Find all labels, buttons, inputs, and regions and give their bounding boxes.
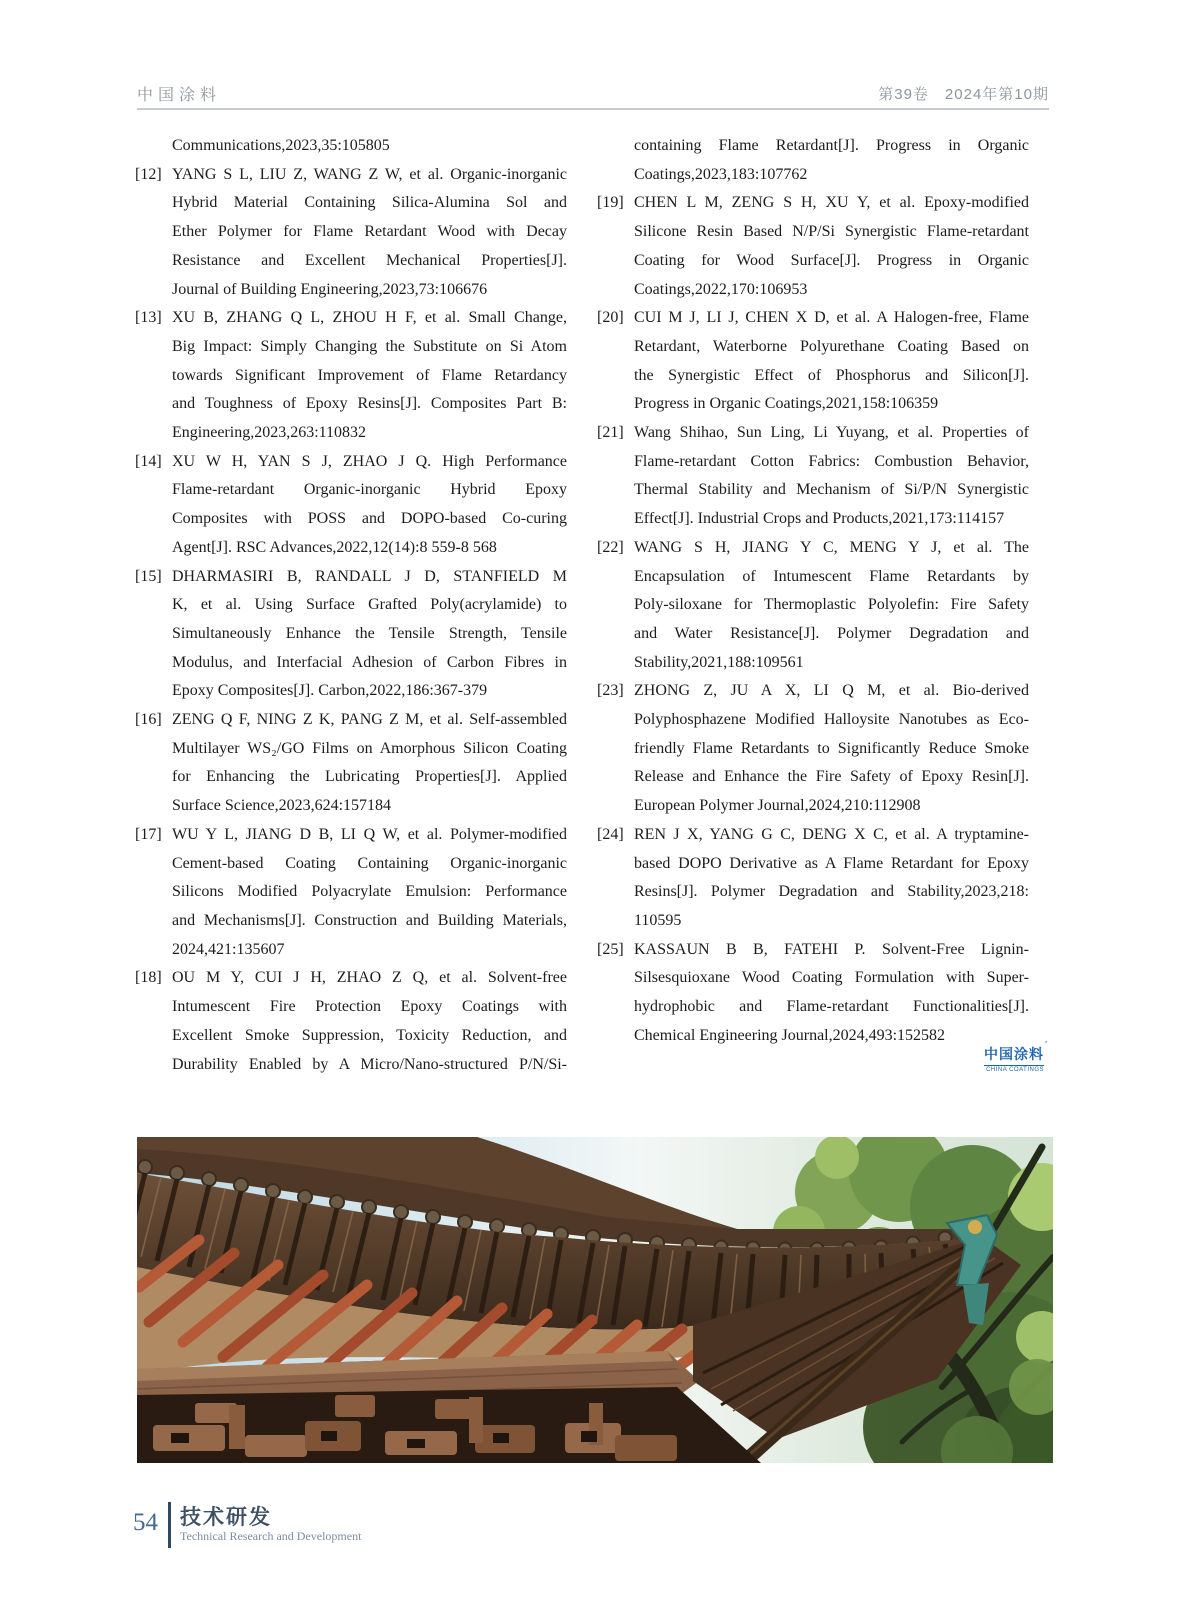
journal-name: 中国涂料 xyxy=(137,87,222,104)
reference-line: CUI M J, LI J, CHEN X D, et al. A Halogen-free, Flame xyxy=(634,309,1029,327)
reference-item xyxy=(135,132,567,161)
reference-line: Intumescent Fire Protection Epoxy Coatings with xyxy=(172,998,567,1016)
reference-line: Engineering,2023,263:110832 xyxy=(172,424,367,442)
reference-line: ZHONG Z, JU A X, LI Q M, et al. Bio-derived xyxy=(634,682,1029,700)
reference-line: Durability Enabled by A Micro/Nano-structured P/N/Si- xyxy=(172,1055,567,1073)
reference-line: Flame-retardant Organic-inorganic Hybrid Epoxy xyxy=(172,481,567,499)
reference-line: Polyphosphazene Modified Halloysite Nanotubes as Eco- xyxy=(634,711,1029,729)
reference-label: [14] xyxy=(135,452,162,470)
reference-label: [20] xyxy=(597,309,624,327)
reference-line: Flame-retardant Cotton Fabrics: Combustion Behavior, xyxy=(634,452,1029,470)
reference-label: [23] xyxy=(597,682,624,700)
reference-item xyxy=(597,189,1029,304)
reference-line: OU M Y, CUI J H, ZHAO Z Q, et al. Solvent-free xyxy=(172,969,567,987)
reference-line: CHEN L M, ZENG S H, XU Y, et al. Epoxy-modified xyxy=(634,194,1029,212)
reference-line: Thermal Stability and Mechanism of Si/P/N Synergistic xyxy=(634,481,1029,499)
reference-line: ZENG Q F, NING Z K, PANG Z M, et al. Self-assembled xyxy=(172,711,567,729)
references-left-column xyxy=(135,132,567,1079)
reference-label: [13] xyxy=(135,309,162,327)
reference-line: Epoxy Composites[J]. Carbon,2022,186:367-379 xyxy=(172,682,488,700)
reference-item xyxy=(597,304,1029,419)
reference-line: WU Y L, JIANG D B, LI Q W, et al. Polymer-modified xyxy=(172,825,567,843)
reference-line: XU B, ZHANG Q L, ZHOU H F, et al. Small Change, xyxy=(172,309,567,327)
footer-section-title: 技术研发 xyxy=(180,1506,272,1529)
reference-label: [18] xyxy=(135,969,162,987)
footer-divider xyxy=(168,1502,171,1548)
reference-label: [21] xyxy=(597,424,624,442)
reference-line: Agent[J]. RSC Advances,2022,12(14):8 559-8 568 xyxy=(172,538,497,556)
reference-item xyxy=(135,304,567,448)
brand-logo-en: CHINA COATINGS xyxy=(986,1067,1044,1073)
reference-line: YANG S L, LIU Z, WANG Z W, et al. Organic-inorganic xyxy=(172,165,567,183)
reference-line: Coating for Wood Surface[J]. Progress in Organic xyxy=(634,251,1029,269)
reference-item xyxy=(597,132,1029,189)
issue-info: 第39卷 2024年第10期 xyxy=(878,86,1049,103)
brand-logo-cn: 中国涂料 ’ xyxy=(984,1044,1044,1066)
reference-line: WANG S H, JIANG Y C, MENG Y J, et al. The xyxy=(634,538,1029,556)
reference-line: Composites with POSS and DOPO-based Co-curing xyxy=(172,510,567,528)
reference-label: [12] xyxy=(135,165,162,183)
reference-item xyxy=(135,706,567,821)
reference-line: 2024,421:135607 xyxy=(172,940,285,958)
reference-line: Silicone Resin Based N/P/Si Synergistic Flame-retardant xyxy=(634,223,1029,241)
reference-line: Resistance and Excellent Mechanical Properties[J]. xyxy=(172,251,567,269)
reference-line: Retardant, Waterborne Polyurethane Coating Based on xyxy=(634,337,1029,355)
reference-item xyxy=(135,964,567,1079)
reference-line: DHARMASIRI B, RANDALL J D, STANFIELD M xyxy=(172,567,567,585)
temple-photo-illustration xyxy=(137,1137,1053,1463)
reference-item xyxy=(597,534,1029,678)
reference-line: Cement-based Coating Containing Organic-inorganic xyxy=(172,854,567,872)
reference-line: the Synergistic Effect of Phosphorus and Silicon[J]. xyxy=(634,366,1029,384)
reference-label: [16] xyxy=(135,711,162,729)
reference-label: [22] xyxy=(597,538,624,556)
reference-item xyxy=(597,821,1029,936)
footer-page-number: 54 xyxy=(133,1509,158,1536)
reference-line: Big Impact: Simply Changing the Substitute on Si Atom xyxy=(172,337,567,355)
reference-line: 110595 xyxy=(634,911,682,929)
reference-line: Excellent Smoke Suppression, Toxicity Reduction, and xyxy=(172,1026,567,1044)
reference-line: XU W H, YAN S J, ZHAO J Q. High Performance xyxy=(172,452,567,470)
brand-logo xyxy=(968,1041,1048,1073)
reference-line: Release and Enhance the Fire Safety of Epoxy Resin[J]. xyxy=(634,768,1029,786)
reference-line: Communications,2023,35:105805 xyxy=(172,137,390,154)
reference-label: [25] xyxy=(597,940,624,958)
reference-item xyxy=(135,161,567,305)
reference-item xyxy=(597,677,1029,821)
reference-line: Surface Science,2023,624:157184 xyxy=(172,797,392,815)
reference-line: Stability,2021,188:109561 xyxy=(634,653,804,671)
reference-line: towards Significant Improvement of Flame Retardancy xyxy=(172,366,567,384)
reference-label: [15] xyxy=(135,567,162,585)
reference-line: K, et al. Using Surface Grafted Poly(acrylamide) to xyxy=(172,596,567,614)
page-header xyxy=(137,80,1049,110)
reference-item xyxy=(135,448,567,563)
reference-label: [17] xyxy=(135,825,162,843)
reference-line: Encapsulation of Intumescent Flame Retardants by xyxy=(634,567,1029,585)
reference-item xyxy=(135,563,567,707)
footer-section-subtitle: Technical Research and Development xyxy=(180,1529,362,1543)
reference-line: Resins[J]. Polymer Degradation and Stability,2023,218: xyxy=(634,883,1029,901)
reference-line: Simultaneously Enhance the Tensile Strength, Tensile xyxy=(172,624,567,642)
reference-line: Silsesquioxane Wood Coating Formulation with Super- xyxy=(634,969,1029,987)
reference-line: Coatings,2023,183:107762 xyxy=(634,165,808,183)
reference-line: and Water Resistance[J]. Polymer Degradation and xyxy=(634,624,1029,642)
reference-line: containing Flame Retardant[J]. Progress in Organic xyxy=(634,137,1029,154)
reference-line: Ether Polymer for Flame Retardant Wood with Decay xyxy=(172,223,567,241)
reference-line: for Enhancing the Lubricating Properties[J]. Applied xyxy=(172,768,567,786)
reference-line: friendly Flame Retardants to Significantly Reduce Smoke xyxy=(634,739,1029,757)
reference-line: Hybrid Material Containing Silica-Alumina Sol and xyxy=(172,194,567,212)
reference-line: hydrophobic and Flame-retardant Functionalities[J]. xyxy=(634,998,1029,1016)
temple-photo xyxy=(137,1137,1053,1463)
reference-line: REN J X, YANG G C, DENG X C, et al. A tryptamine- xyxy=(634,825,1029,843)
reference-label: [19] xyxy=(597,194,624,212)
reference-line: KASSAUN B B, FATEHI P. Solvent-Free Lignin- xyxy=(634,940,1029,958)
reference-item xyxy=(597,936,1029,1051)
reference-item xyxy=(135,821,567,965)
reference-line: and Mechanisms[J]. Construction and Building Materials, xyxy=(172,911,567,929)
reference-line: Wang Shihao, Sun Ling, Li Yuyang, et al. Properties of xyxy=(634,424,1029,442)
brand-trademark: ’ xyxy=(1045,1041,1048,1048)
reference-line: Journal of Building Engineering,2023,73:106676 xyxy=(172,280,488,298)
reference-line: Coatings,2022,170:106953 xyxy=(634,280,808,298)
reference-line: European Polymer Journal,2024,210:112908 xyxy=(634,797,921,815)
reference-line: Chemical Engineering Journal,2024,493:152582 xyxy=(634,1026,946,1044)
reference-line: based DOPO Derivative as A Flame Retardant for Epoxy xyxy=(634,854,1029,872)
reference-line: Progress in Organic Coatings,2021,158:106359 xyxy=(634,395,939,413)
reference-line: Effect[J]. Industrial Crops and Products,2021,173:114157 xyxy=(634,510,1005,528)
reference-label: [24] xyxy=(597,825,624,843)
reference-item xyxy=(597,419,1029,534)
reference-line: Modulus, and Interfacial Adhesion of Carbon Fibres in xyxy=(172,653,567,671)
reference-line: Silicons Modified Polyacrylate Emulsion: Performance xyxy=(172,883,567,901)
references-right-column xyxy=(597,132,1029,1051)
reference-line: and Toughness of Epoxy Resins[J]. Composites Part B: xyxy=(172,395,567,413)
reference-line: Multilayer WS₂/GO Films on Amorphous Silicon Coating xyxy=(172,739,567,757)
reference-line: Poly-siloxane for Thermoplastic Polyolefin: Fire Safety xyxy=(634,596,1029,614)
